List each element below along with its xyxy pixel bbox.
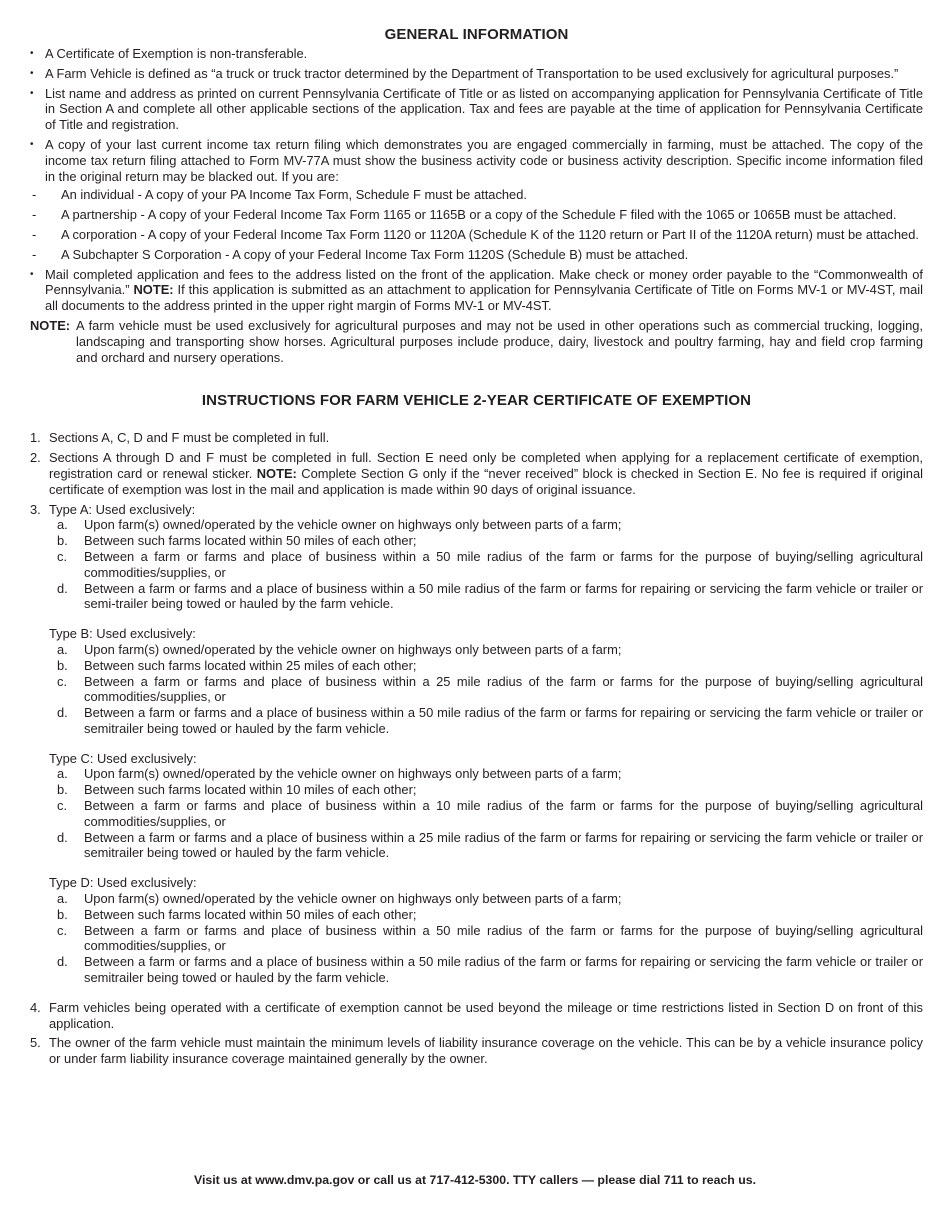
sub-text: Upon farm(s) owned/operated by the vehicle owner on highways only between parts of a farm; <box>84 891 622 907</box>
sub-item <box>49 658 923 674</box>
item-text: The owner of the farm vehicle must maintain the minimum levels of liability insurance coverage on the vehicle. This can be by a vehicle insurance policy or under farm liability insurance coverage maintained generally by the owner. <box>49 1035 923 1067</box>
bullet-icon: • <box>30 87 34 99</box>
document-page <box>30 26 923 1071</box>
type-title: Type D: Used exclusively: <box>49 875 197 891</box>
sub-letter: d. <box>57 580 68 596</box>
type-d-block <box>49 875 923 986</box>
bullet-text: A Certificate of Exemption is non-transferable. <box>45 46 308 61</box>
sub-item <box>49 581 923 613</box>
dash-icon: - <box>32 207 37 223</box>
dash-text: A partnership - A copy of your Federal Income Tax Form 1165 or 1165B or a copy of the Schedule F filed with the 1065 or 1065B must be attached. <box>61 207 897 223</box>
sub-letter: b. <box>57 657 68 673</box>
sub-text: Upon farm(s) owned/operated by the vehicle owner on highways only between parts of a farm; <box>84 766 622 782</box>
sub-letter: b. <box>57 782 68 798</box>
type-a-block <box>49 502 923 613</box>
bullet-item <box>30 46 923 62</box>
dash-item <box>30 187 923 203</box>
sub-text: Upon farm(s) owned/operated by the vehicle owner on highways only between parts of a farm; <box>84 641 622 657</box>
sub-letter: d. <box>57 954 68 970</box>
sub-letter: d. <box>57 829 68 845</box>
sub-item <box>49 782 923 798</box>
bullet-item <box>30 267 923 314</box>
sub-item <box>49 923 923 955</box>
dash-text: An individual - A copy of your PA Income Tax Form, Schedule F must be attached. <box>61 187 527 203</box>
sub-text: Between such farms located within 25 miles of each other; <box>84 657 417 673</box>
sub-text: Between a farm or farms and place of business within a 25 mile radius of the farm or farms for the purpose of buying/selling agricultural commodities/supplies, or <box>84 673 923 705</box>
note-label: NOTE: <box>30 317 71 333</box>
sub-text: Between a farm or farms and a place of business within a 50 mile radius of the farm or farms for repairing or servicing the farm vehicle or trailer or semi-trailer being towed or hauled by the farm vehicle. <box>84 580 923 612</box>
sub-text: Between such farms located within 10 miles of each other; <box>84 782 417 798</box>
sub-text: Between a farm or farms and place of business within a 50 mile radius of the farm or farms for the purpose of buying/selling agricultural commodities/supplies, or <box>84 922 923 954</box>
dash-item <box>30 227 923 243</box>
general-information-heading: GENERAL INFORMATION <box>384 26 569 43</box>
type-d-list <box>49 891 923 986</box>
bullet-item <box>30 66 923 82</box>
bullet-icon: • <box>30 48 34 59</box>
sub-text: Upon farm(s) owned/operated by the vehicle owner on highways only between parts of a farm; <box>84 517 622 533</box>
bullet-text: If this application is submitted as an attachment to application for Pennsylvania Certificate of Title on Forms MV-1 or MV-4ST, mail all documents to the address printed in the upper right margin of Forms MV-1 or MV-4ST. <box>45 282 923 314</box>
bullet-item <box>30 86 923 133</box>
sub-text: Between a farm or farms and a place of business within a 25 mile radius of the farm or farms for repairing or servicing the farm vehicle or trailer or semitrailer being towed or hauled by the farm vehicle. <box>84 829 923 861</box>
bullet-icon: • <box>30 268 34 280</box>
sub-letter: d. <box>57 705 68 721</box>
type-title: Type A: Used exclusively: <box>49 501 196 517</box>
instruction-item <box>30 1035 923 1067</box>
item-number: 4. <box>30 999 41 1015</box>
instruction-item <box>30 430 923 446</box>
bullet-item <box>30 137 923 263</box>
sub-item <box>49 907 923 923</box>
instructions-heading: INSTRUCTIONS FOR FARM VEHICLE 2-YEAR CERTIFICATE OF EXEMPTION <box>201 392 752 410</box>
note-label: NOTE: <box>133 282 174 298</box>
sub-letter: a. <box>57 641 68 657</box>
bullet-icon: • <box>30 138 34 150</box>
bullet-text: List name and address as printed on current Pennsylvania Certificate of Title or as listed on accompanying application for Pennsylvania Certificate of Title in Section A and complete all other applicable sections of the application. Tax and fees are payable at the time of application for Pennsylvania Certificate of Title and registration. <box>45 85 923 133</box>
dash-icon: - <box>32 187 37 203</box>
item-text: Sections A, C, D and F must be completed in full. <box>49 430 330 446</box>
footer-contact-line: Visit us at www.dmv.pa.gov or call us at 717-412-5300. TTY callers — please dial 711 to reach us. <box>193 1173 757 1187</box>
sub-letter: c. <box>57 548 68 564</box>
sub-text: Between such farms located within 50 miles of each other; <box>84 533 417 549</box>
type-c-block <box>49 751 923 862</box>
dash-icon: - <box>32 246 37 262</box>
sub-letter: c. <box>57 798 68 814</box>
sub-item <box>49 533 923 549</box>
type-title: Type C: Used exclusively: <box>49 750 197 766</box>
item-number: 2. <box>30 450 41 466</box>
type-b-block <box>49 626 923 737</box>
taxpayer-type-list <box>32 187 923 262</box>
type-title: Type B: Used exclusively: <box>49 626 196 642</box>
sub-item <box>49 549 923 581</box>
sub-letter: a. <box>57 766 68 782</box>
sub-item <box>49 642 923 658</box>
sub-letter: b. <box>57 533 68 549</box>
item-text: Complete Section G only if the “never received” block is checked in Section E. No fee is required if original certificate of exemption was lost in the mail and application is made within 90 days of original issuance. <box>49 465 923 497</box>
item-text: Farm vehicles being operated with a certificate of exemption cannot be used beyond the mileage or time restrictions listed in Section D on front of this application. <box>49 999 923 1031</box>
item-number: 5. <box>30 1035 41 1051</box>
sub-text: Between a farm or farms and place of business within a 50 mile radius of the farm or farms for the purpose of buying/selling agricultural commodities/supplies, or <box>84 548 923 580</box>
sub-text: Between such farms located within 50 miles of each other; <box>84 906 417 922</box>
sub-text: Between a farm or farms and place of business within a 10 mile radius of the farm or farms for the purpose of buying/selling agricultural commodities/supplies, or <box>84 798 923 829</box>
sub-text: Between a farm or farms and a place of business within a 50 mile radius of the farm or farms for repairing or servicing the farm vehicle or trailer or semitrailer being towed or hauled by the farm vehicle. <box>84 954 923 986</box>
sub-item <box>49 674 923 706</box>
bullet-text: A copy of your last current income tax return filing which demonstrates you are engaged commercially in farming, must be attached. The copy of the income tax return filing attached to Form MV-77A must show the business activity code or business activity description. Specific income information filed in the original return may be blacked out. If you are: <box>45 136 923 184</box>
sub-letter: a. <box>57 891 68 907</box>
sub-item <box>49 891 923 907</box>
instruction-item <box>30 1000 923 1032</box>
instruction-item <box>30 502 923 986</box>
note-text: A farm vehicle must be used exclusively for agricultural purposes and may not be used in other operations such as commercial trucking, logging, landscaping and transporting show horses. Agricultural purposes include produce, dairy, livestock and poultry farming, hay and field crop farming and orchard and nursery operations. <box>76 317 923 365</box>
item-number: 1. <box>30 430 41 446</box>
sub-item <box>49 766 923 782</box>
instruction-item <box>30 450 923 497</box>
type-b-list <box>49 642 923 737</box>
dash-item <box>30 207 923 223</box>
type-a-list <box>49 517 923 612</box>
type-c-list <box>49 766 923 861</box>
sub-item <box>49 830 923 862</box>
bullet-icon: • <box>30 67 34 79</box>
sub-item <box>49 954 923 986</box>
instructions-list <box>30 430 923 1067</box>
bullet-text: Mail completed application and fees to the address listed on the front of the application. Make check or money order payable to the “Commonwealth of Pennsylvania.” <box>45 266 923 298</box>
dash-item <box>30 247 923 263</box>
sub-text: Between a farm or farms and a place of business within a 50 mile radius of the farm or farms for repairing or servicing the farm vehicle or trailer or semitrailer being towed or hauled by the farm vehicle. <box>84 705 923 736</box>
item-number: 3. <box>30 501 41 517</box>
general-bullet-list <box>30 46 923 314</box>
note-label: NOTE: <box>256 465 297 481</box>
sub-letter: a. <box>57 517 68 533</box>
dash-text: A corporation - A copy of your Federal Income Tax Form 1120 or 1120A (Schedule K of the 1120 return or Part II of the 1120A return) must be attached. <box>61 226 919 242</box>
sub-letter: b. <box>57 906 68 922</box>
sub-letter: c. <box>57 673 68 689</box>
sub-item <box>49 517 923 533</box>
sub-item <box>49 705 923 737</box>
sub-item <box>49 798 923 830</box>
sub-letter: c. <box>57 922 68 938</box>
bullet-text: A Farm Vehicle is defined as “a truck or truck tractor determined by the Department of Transportation to be used exclusively for agricultural purposes.” <box>45 65 899 81</box>
dash-text: A Subchapter S Corporation - A copy of your Federal Income Tax Form 1120S (Schedule B) must be attached. <box>61 246 689 262</box>
dash-icon: - <box>32 226 37 242</box>
farm-vehicle-note <box>30 318 923 365</box>
item-text: Sections A through D and F must be completed in full. Section E need only be completed when applying for a replacement certificate of exemption, registration card or renewal sticker. <box>49 450 923 481</box>
